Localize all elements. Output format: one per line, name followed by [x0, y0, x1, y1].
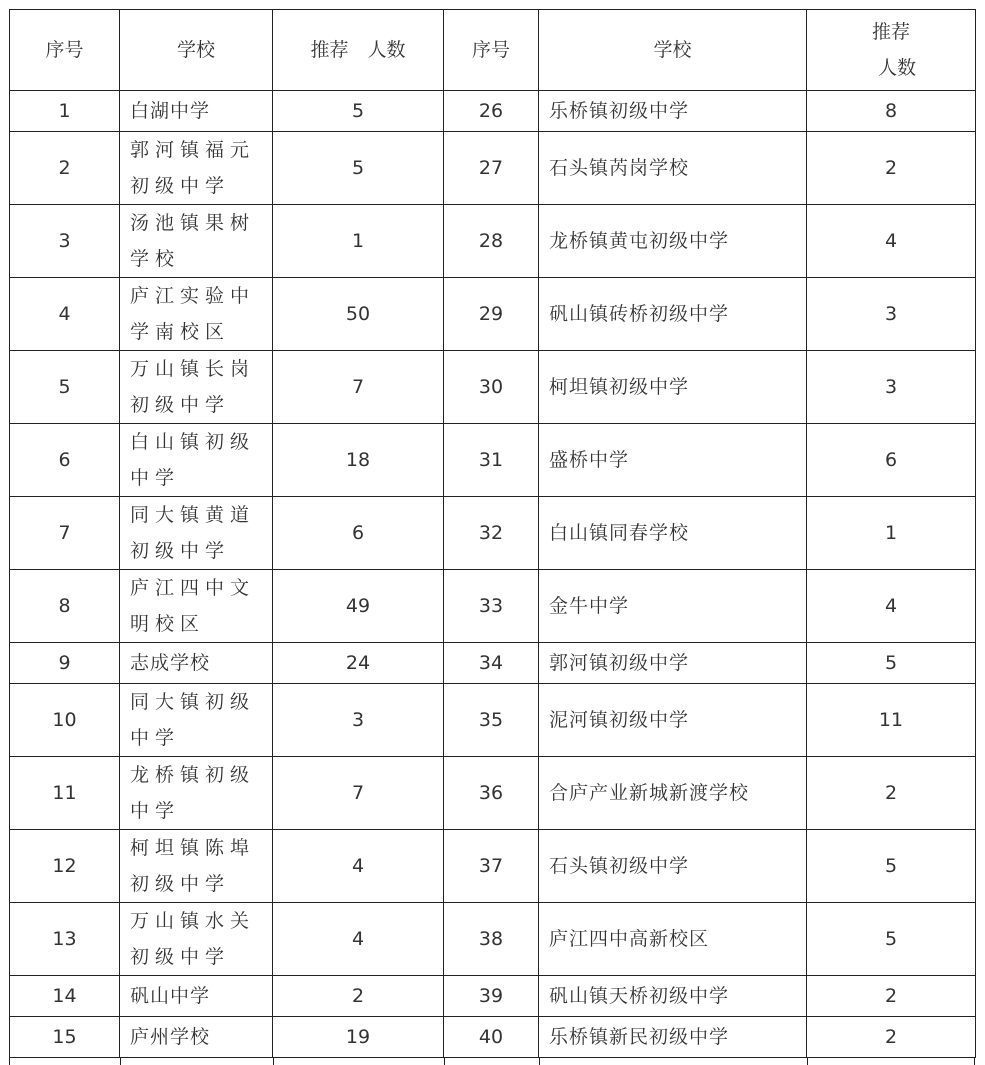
seq-cell: 33 [444, 570, 539, 643]
seq-cell: 30 [444, 351, 539, 424]
count-cell: 49 [273, 570, 444, 643]
table-row [10, 132, 976, 205]
count-cell: 5 [273, 91, 444, 132]
header-recommended-2 [807, 10, 976, 91]
table-row [10, 1017, 976, 1058]
school-cell: 盛桥中学 [539, 424, 807, 497]
seq-cell: 39 [444, 976, 539, 1017]
school-cell: 乐桥镇新民初级中学 [539, 1017, 807, 1058]
seq-cell: 35 [444, 684, 539, 757]
seq-cell: 4 [10, 278, 120, 351]
school-cell: 庐州学校 [120, 1017, 273, 1058]
seq-cell: 6 [10, 424, 120, 497]
table-continuation [9, 1057, 975, 1065]
count-cell: 1 [807, 497, 976, 570]
seq-cell: 32 [444, 497, 539, 570]
count-cell: 11 [807, 684, 976, 757]
school-cell: 汤池镇果树学校 [120, 205, 273, 278]
count-cell: 4 [807, 570, 976, 643]
school-cell: 合庐产业新城新渡学校 [539, 757, 807, 830]
seq-cell: 31 [444, 424, 539, 497]
count-cell: 5 [807, 830, 976, 903]
seq-cell: 3 [10, 205, 120, 278]
school-cell: 万山镇水关初级中学 [120, 903, 273, 976]
school-cell: 石头镇芮岗学校 [539, 132, 807, 205]
count-cell: 4 [273, 903, 444, 976]
school-cell: 同大镇初级中学 [120, 684, 273, 757]
header-school-2: 学校 [539, 10, 807, 91]
count-cell: 6 [807, 424, 976, 497]
seq-cell: 34 [444, 643, 539, 684]
count-cell: 8 [807, 91, 976, 132]
count-cell: 4 [273, 830, 444, 903]
count-cell: 1 [273, 205, 444, 278]
school-cell: 矾山镇砖桥初级中学 [539, 278, 807, 351]
table-row [10, 643, 976, 684]
table-row [10, 91, 976, 132]
seq-cell: 38 [444, 903, 539, 976]
table-row [10, 684, 976, 757]
seq-cell: 8 [10, 570, 120, 643]
header-recommended-1: 推荐 人数 [273, 10, 444, 91]
count-cell: 3 [807, 278, 976, 351]
school-cell: 泥河镇初级中学 [539, 684, 807, 757]
header-recommended-2-line1: 推荐 [871, 21, 910, 43]
table-row [10, 830, 976, 903]
seq-cell: 9 [10, 643, 120, 684]
table-row [10, 424, 976, 497]
table-row [10, 497, 976, 570]
school-cell: 金牛中学 [539, 570, 807, 643]
school-cell: 矾山镇天桥初级中学 [539, 976, 807, 1017]
school-cell: 龙桥镇黄屯初级中学 [539, 205, 807, 278]
table-row [10, 903, 976, 976]
school-cell: 万山镇长岗初级中学 [120, 351, 273, 424]
seq-cell: 11 [10, 757, 120, 830]
seq-cell: 5 [10, 351, 120, 424]
count-cell: 2 [807, 757, 976, 830]
header-school-1: 学校 [120, 10, 273, 91]
school-cell: 庐江四中文明校区 [120, 570, 273, 643]
count-cell: 19 [273, 1017, 444, 1058]
count-cell: 2 [807, 976, 976, 1017]
count-cell: 5 [807, 903, 976, 976]
seq-cell: 10 [10, 684, 120, 757]
recommendation-table [9, 9, 976, 1058]
table-row [10, 570, 976, 643]
school-cell: 龙桥镇初级中学 [120, 757, 273, 830]
school-cell: 郭河镇初级中学 [539, 643, 807, 684]
count-cell: 2 [807, 1017, 976, 1058]
seq-cell: 15 [10, 1017, 120, 1058]
count-cell: 4 [807, 205, 976, 278]
count-cell: 2 [273, 976, 444, 1017]
count-cell: 5 [807, 643, 976, 684]
seq-cell: 12 [10, 830, 120, 903]
seq-cell: 29 [444, 278, 539, 351]
seq-cell: 36 [444, 757, 539, 830]
school-cell: 郭河镇福元初级中学 [120, 132, 273, 205]
count-cell: 24 [273, 643, 444, 684]
table-row [10, 205, 976, 278]
seq-cell: 27 [444, 132, 539, 205]
seq-cell: 26 [444, 91, 539, 132]
school-cell: 庐江四中高新校区 [539, 903, 807, 976]
school-cell: 白山镇初级中学 [120, 424, 273, 497]
school-cell: 志成学校 [120, 643, 273, 684]
seq-cell: 7 [10, 497, 120, 570]
count-cell: 18 [273, 424, 444, 497]
school-cell: 白山镇同春学校 [539, 497, 807, 570]
count-cell: 5 [273, 132, 444, 205]
count-cell: 50 [273, 278, 444, 351]
table-row [10, 278, 976, 351]
count-cell: 6 [273, 497, 444, 570]
header-recommended-2-line2: 人数 [877, 57, 916, 79]
seq-cell: 13 [10, 903, 120, 976]
seq-cell: 1 [10, 91, 120, 132]
seq-cell: 40 [444, 1017, 539, 1058]
school-cell: 石头镇初级中学 [539, 830, 807, 903]
school-cell: 柯坦镇初级中学 [539, 351, 807, 424]
school-cell: 乐桥镇初级中学 [539, 91, 807, 132]
count-cell: 3 [807, 351, 976, 424]
seq-cell: 2 [10, 132, 120, 205]
count-cell: 2 [807, 132, 976, 205]
table-row [10, 976, 976, 1017]
header-seq-2: 序号 [444, 10, 539, 91]
school-cell: 白湖中学 [120, 91, 273, 132]
school-cell: 庐江实验中学南校区 [120, 278, 273, 351]
header-seq-1: 序号 [10, 10, 120, 91]
count-cell: 7 [273, 757, 444, 830]
seq-cell: 14 [10, 976, 120, 1017]
school-cell: 同大镇黄道初级中学 [120, 497, 273, 570]
header-row [10, 10, 976, 91]
school-cell: 柯坦镇陈埠初级中学 [120, 830, 273, 903]
seq-cell: 28 [444, 205, 539, 278]
school-cell: 矾山中学 [120, 976, 273, 1017]
seq-cell: 37 [444, 830, 539, 903]
table-row [10, 757, 976, 830]
table-row [10, 351, 976, 424]
count-cell: 3 [273, 684, 444, 757]
count-cell: 7 [273, 351, 444, 424]
